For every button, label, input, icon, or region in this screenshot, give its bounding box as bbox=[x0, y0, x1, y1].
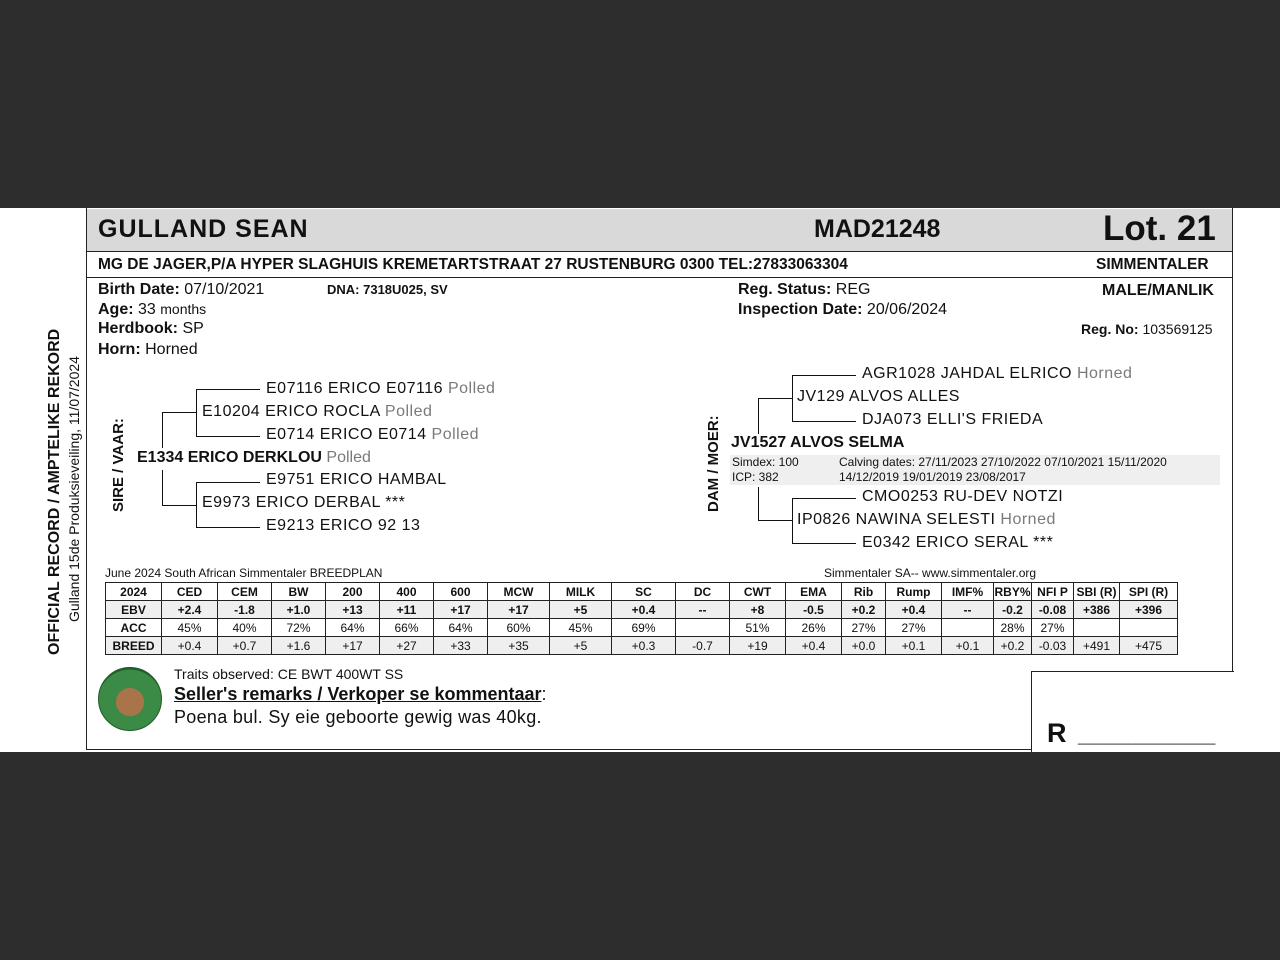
table-cell: -1.8 bbox=[218, 601, 272, 619]
table-cell: 64% bbox=[326, 619, 380, 637]
dam-dam-sire: CMO0253 RU-DEV NOTZI bbox=[862, 488, 1064, 505]
table-cell: CEM bbox=[218, 583, 272, 601]
acc-row bbox=[106, 619, 1178, 637]
row-label-cell: BREED bbox=[106, 637, 162, 655]
dam-tree-line bbox=[792, 498, 856, 499]
remarks-title-text: Seller's remarks / Verkoper se kommentaar bbox=[174, 684, 542, 704]
dam-sire: JV129 ALVOS ALLES bbox=[797, 388, 960, 405]
sire-tree-line bbox=[196, 527, 260, 528]
table-cell: Rump bbox=[886, 583, 942, 601]
age-unit: months bbox=[160, 301, 207, 317]
age-value: 33 bbox=[138, 301, 156, 318]
table-cell: +0.4 bbox=[612, 601, 676, 619]
sex: MALE/MANLIK bbox=[1102, 282, 1214, 299]
dss-note: Horned bbox=[1076, 365, 1133, 382]
table-cell bbox=[676, 619, 730, 637]
breed-row bbox=[106, 637, 1178, 655]
table-cell bbox=[1074, 619, 1120, 637]
row-label-cell: ACC bbox=[106, 619, 162, 637]
row-label-cell: 2024 bbox=[106, 583, 162, 601]
dam-dam bbox=[797, 511, 1056, 529]
birth-date bbox=[98, 281, 264, 299]
inspection-label: Inspection Date: bbox=[738, 301, 863, 318]
table-cell: BW bbox=[272, 583, 326, 601]
dss-name: AGR1028 JAHDAL ELRICO bbox=[862, 365, 1072, 382]
table-cell: 26% bbox=[786, 619, 842, 637]
remarks-colon: : bbox=[541, 684, 547, 704]
table-cell: RBY% bbox=[994, 584, 1031, 599]
table-cell: SC bbox=[612, 583, 676, 601]
official-record-label: OFFICIAL RECORD / AMPTELIKE REKORD bbox=[46, 328, 63, 655]
table-cell: +0.4 bbox=[162, 637, 218, 655]
table-cell: SPI (R) bbox=[1120, 583, 1178, 601]
table-cell: +1.0 bbox=[272, 601, 326, 619]
table-cell: +1.6 bbox=[272, 637, 326, 655]
table-cell: +5 bbox=[550, 637, 612, 655]
table-cell: 600 bbox=[434, 583, 488, 601]
table-cell: +0.3 bbox=[612, 637, 676, 655]
ss-name: E10204 ERICO ROCLA bbox=[202, 403, 380, 420]
table-cell: EMA bbox=[786, 583, 842, 601]
breed-name: SIMMENTALER bbox=[1096, 256, 1209, 273]
table-cell: +27 bbox=[380, 637, 434, 655]
table-cell: 27% bbox=[886, 619, 942, 637]
age bbox=[98, 301, 206, 319]
dam-tree-line bbox=[792, 375, 856, 376]
table-cell: +8 bbox=[730, 601, 786, 619]
table-cell: DC bbox=[676, 583, 730, 601]
table-cell: -- bbox=[676, 601, 730, 619]
table-cell: +0.1 bbox=[886, 637, 942, 655]
dam-dam-dam: E0342 ERICO SERAL *** bbox=[862, 534, 1054, 551]
sire-tree-line bbox=[196, 482, 260, 483]
sire-note: Polled bbox=[326, 449, 371, 466]
birth-date-value: 07/10/2021 bbox=[184, 281, 265, 298]
dam-tree-line bbox=[792, 498, 793, 543]
dd-name: IP0826 NAWINA SELESTI bbox=[797, 511, 996, 528]
table-cell: +17 bbox=[326, 637, 380, 655]
dam-tree-line bbox=[758, 398, 792, 399]
sire-sire-dam bbox=[266, 426, 479, 444]
table-cell: +17 bbox=[434, 601, 488, 619]
row-label-cell: EBV bbox=[106, 601, 162, 619]
table-cell: Rib bbox=[842, 583, 886, 601]
price-line[interactable]: ___________________ bbox=[1078, 730, 1216, 745]
ssd-note: Polled bbox=[431, 426, 480, 443]
table-cell: CWT bbox=[730, 583, 786, 601]
animal-name: GULLAND SEAN bbox=[98, 215, 309, 243]
sire-tree-line bbox=[196, 389, 260, 390]
icp: ICP: 382 bbox=[732, 470, 779, 484]
sire-name: E1334 ERICO DERKLOU bbox=[137, 449, 322, 466]
dam-tree-line bbox=[758, 520, 792, 521]
tag-number: MAD21248 bbox=[814, 215, 941, 243]
inspection-date bbox=[738, 301, 947, 319]
table-cell: SBI (R) bbox=[1074, 583, 1120, 601]
reg-status-value: REG bbox=[835, 281, 871, 298]
birth-date-label: Birth Date: bbox=[98, 281, 180, 298]
age-label: Age: bbox=[98, 301, 134, 318]
table-cell: 66% bbox=[380, 619, 434, 637]
breedplan-source: June 2024 South African Simmentaler BREEDPLAN bbox=[105, 566, 383, 580]
owner-line: MG DE JAGER,P/A HYPER SLAGHUIS KREMETARTSTRAAT 27 RUSTENBURG 0300 TEL:27833063304 bbox=[98, 256, 848, 273]
table-cell: IMF% bbox=[942, 583, 994, 601]
table-cell: 400 bbox=[380, 583, 434, 601]
table-cell: -0.03 bbox=[1032, 637, 1074, 655]
herdbook-label: Herdbook: bbox=[98, 320, 178, 337]
dam-tree-line bbox=[792, 375, 793, 422]
table-cell: 60% bbox=[488, 619, 550, 637]
table-cell: MCW bbox=[488, 583, 550, 601]
ebv-header-row bbox=[106, 583, 1178, 601]
table-cell: 45% bbox=[550, 619, 612, 637]
dam-name: JV1527 ALVOS SELMA bbox=[731, 434, 905, 451]
sire-tree-line bbox=[162, 470, 163, 506]
simdex: Simdex: 100 bbox=[732, 455, 799, 469]
table-cell: +33 bbox=[434, 637, 488, 655]
table-cell: +2.4 bbox=[162, 601, 218, 619]
ebv-table bbox=[105, 582, 1178, 655]
table-cell: +0.1 bbox=[942, 637, 994, 655]
sire-tree-line bbox=[196, 482, 197, 528]
table-cell: 200 bbox=[326, 583, 380, 601]
table-cell bbox=[1120, 619, 1178, 637]
sire-label: SIRE / VAAR: bbox=[110, 418, 127, 512]
sss-name: E07116 ERICO E07116 bbox=[266, 380, 444, 397]
table-cell: +0.2 bbox=[842, 601, 886, 619]
seller-remarks: Poena bul. Sy eie geboorte gewig was 40kg. bbox=[174, 707, 542, 727]
dam-label: DAM / MOER: bbox=[705, 415, 722, 512]
horn bbox=[98, 341, 198, 359]
table-cell: 51% bbox=[730, 619, 786, 637]
table-cell: 45% bbox=[162, 619, 218, 637]
table-cell: 69% bbox=[612, 619, 676, 637]
calving-dates: Calving dates: 27/11/2023 27/10/2022 07/10/2021 15/11/2020 bbox=[839, 455, 1167, 469]
sire-dam-sire: E9751 ERICO HAMBAL bbox=[266, 471, 447, 488]
lot-number: Lot. 21 bbox=[1103, 209, 1216, 248]
simmentaler-logo-icon bbox=[98, 667, 162, 731]
table-cell: 64% bbox=[434, 619, 488, 637]
table-cell: 28% bbox=[994, 619, 1032, 637]
table-cell: -0.5 bbox=[786, 601, 842, 619]
dam-sire-dam: DJA073 ELLI'S FRIEDA bbox=[862, 411, 1044, 428]
calving-dates-cont: 14/12/2019 19/01/2019 23/08/2017 bbox=[839, 470, 1026, 484]
horn-value: Horned bbox=[145, 341, 198, 358]
table-cell: 72% bbox=[272, 619, 326, 637]
sale-label: Gulland 15de Produksieveiling, 11/07/2024 bbox=[66, 356, 82, 622]
dam-tree-line bbox=[758, 398, 759, 434]
sire-dam-dam: E9213 ERICO 92 13 bbox=[266, 517, 421, 534]
dam-sire-sire bbox=[862, 365, 1132, 383]
sire-tree-line bbox=[162, 412, 163, 448]
sss-note: Polled bbox=[447, 380, 496, 397]
table-cell: 40% bbox=[218, 619, 272, 637]
table-cell: +396 bbox=[1120, 601, 1178, 619]
table-cell: CED bbox=[162, 583, 218, 601]
ss-note: Polled bbox=[384, 403, 433, 420]
table-cell: +0.4 bbox=[886, 601, 942, 619]
table-cell: -- bbox=[942, 601, 994, 619]
sire bbox=[137, 449, 371, 467]
price-label: R bbox=[1047, 718, 1067, 748]
table-cell: 27% bbox=[842, 619, 886, 637]
traits-observed: Traits observed: CE BWT 400WT SS bbox=[174, 666, 404, 682]
sire-dam: E9973 ERICO DERBAL *** bbox=[202, 494, 406, 511]
sire-tree-line bbox=[162, 412, 196, 413]
table-cell: +11 bbox=[380, 601, 434, 619]
table-cell: +0.4 bbox=[786, 637, 842, 655]
table-cell: -0.7 bbox=[676, 637, 730, 655]
table-cell: +19 bbox=[730, 637, 786, 655]
reg-no-label: Reg. No: bbox=[1081, 321, 1139, 337]
table-cell: +5 bbox=[550, 601, 612, 619]
reg-number bbox=[1081, 321, 1213, 337]
dam-tree-line bbox=[758, 487, 759, 520]
herdbook bbox=[98, 320, 204, 338]
horn-label: Horn: bbox=[98, 341, 141, 358]
society-website: Simmentaler SA-- www.simmentaler.org bbox=[824, 566, 1037, 580]
dna-info: DNA: 7318U025, SV bbox=[327, 282, 448, 297]
table-cell: +0.0 bbox=[842, 637, 886, 655]
dam-tree-line bbox=[792, 543, 856, 544]
reg-status bbox=[738, 281, 870, 299]
table-cell: +13 bbox=[326, 601, 380, 619]
sire-sire-sire bbox=[266, 380, 495, 398]
table-cell: +491 bbox=[1074, 637, 1120, 655]
sire-tree-line bbox=[162, 505, 196, 506]
sire-sire bbox=[202, 403, 432, 421]
table-cell: +386 bbox=[1074, 601, 1120, 619]
table-cell bbox=[942, 619, 994, 637]
table-cell: +17 bbox=[488, 601, 550, 619]
seller-remarks-title bbox=[174, 684, 547, 705]
ssd-name: E0714 ERICO E0714 bbox=[266, 426, 427, 443]
herdbook-value: SP bbox=[182, 320, 204, 337]
table-cell: +35 bbox=[488, 637, 550, 655]
ebv-row bbox=[106, 601, 1178, 619]
table-cell: +0.2 bbox=[994, 637, 1032, 655]
sire-tree-line bbox=[196, 389, 197, 437]
table-cell: 27% bbox=[1032, 619, 1074, 637]
table-cell: -0.2 bbox=[994, 601, 1032, 619]
reg-status-label: Reg. Status: bbox=[738, 281, 832, 298]
dam-tree-line bbox=[792, 421, 856, 422]
dd-note: Horned bbox=[1000, 511, 1056, 528]
table-cell: +0.7 bbox=[218, 637, 272, 655]
table-cell: -0.08 bbox=[1032, 601, 1074, 619]
inspection-value: 20/06/2024 bbox=[866, 301, 947, 318]
reg-no-value: 103569125 bbox=[1142, 321, 1213, 337]
table-cell: MILK bbox=[550, 583, 612, 601]
table-cell: +475 bbox=[1120, 637, 1178, 655]
table-cell: NFI P bbox=[1032, 583, 1074, 601]
sire-tree-line bbox=[196, 436, 260, 437]
